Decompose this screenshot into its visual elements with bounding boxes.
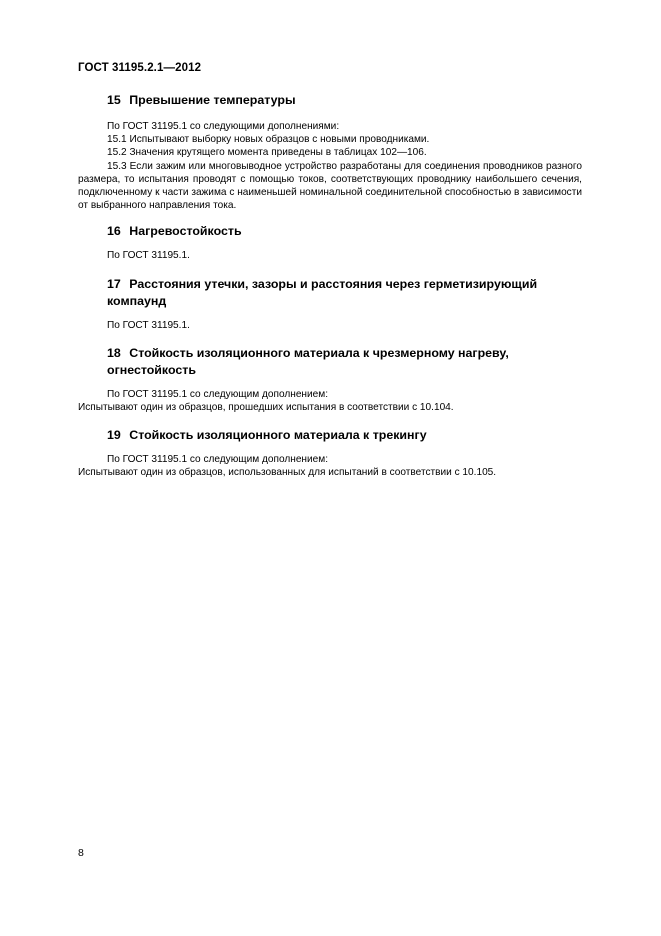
section-heading: [78, 276, 582, 310]
section-15: [78, 92, 582, 212]
section-heading: [78, 427, 582, 444]
section-title: Превышение температуры: [129, 93, 296, 107]
section-heading: [78, 345, 582, 379]
list-item: 15.1 Испытывают выборку новых образцов с новыми проводниками.: [107, 134, 430, 146]
paragraph: По ГОСТ 31195.1 со следующими дополнениями:: [107, 121, 340, 132]
section-number: 17: [107, 276, 121, 291]
section-17: [78, 276, 582, 332]
section-title-line: Стойкость изоляционного материала к чрезмерному нагреву,: [129, 345, 509, 360]
list-item: 15.2 Значения крутящего момента приведены в таблицах 102—106.: [107, 147, 427, 159]
section-number: 16: [107, 224, 121, 239]
section-16: [78, 223, 582, 262]
page-content: [78, 92, 582, 480]
section-title-line: компаунд: [107, 293, 167, 308]
paragraph: По ГОСТ 31195.1.: [107, 250, 190, 262]
paragraph: Испытывают один из образцов, использованных для испытаний в соответствии с 10.105.: [78, 467, 497, 479]
paragraph: По ГОСТ 31195.1 со следующим дополнением:: [107, 454, 328, 466]
section-heading: [78, 92, 582, 109]
paragraph: По ГОСТ 31195.1.: [107, 319, 190, 331]
section-number: 15: [107, 93, 121, 107]
paragraph: Испытывают один из образцов, прошедших испытания в соответствии с 10.104.: [78, 402, 454, 414]
paragraph: 15.3 Если зажим или многовыводное устройство разработаны для соединения проводников разного размера, то испытания проводят с помощью токов, соответствующих проводнику наибольшего сечения, подключенному к части зажима с наименьшей номинальной соединительной способностью в зависимости от выбранного направления тока.: [78, 160, 582, 212]
paragraph: По ГОСТ 31195.1 со следующим дополнением:: [107, 388, 328, 400]
section-heading: [78, 223, 582, 240]
section-19: [78, 427, 582, 479]
page-number: 8: [78, 847, 84, 859]
standard-designation: ГОСТ 31195.2.1—2012: [78, 62, 202, 74]
section-title: Стойкость изоляционного материала к трекингу: [129, 428, 427, 443]
section-title: Нагревостойкость: [129, 224, 242, 239]
section-number: 18: [107, 345, 121, 360]
section-title-line: Расстояния утечки, зазоры и расстояния через герметизирующий: [129, 276, 538, 291]
section-title-line: огнестойкость: [107, 362, 196, 377]
section-number: 19: [107, 428, 121, 443]
section-18: [78, 345, 582, 414]
